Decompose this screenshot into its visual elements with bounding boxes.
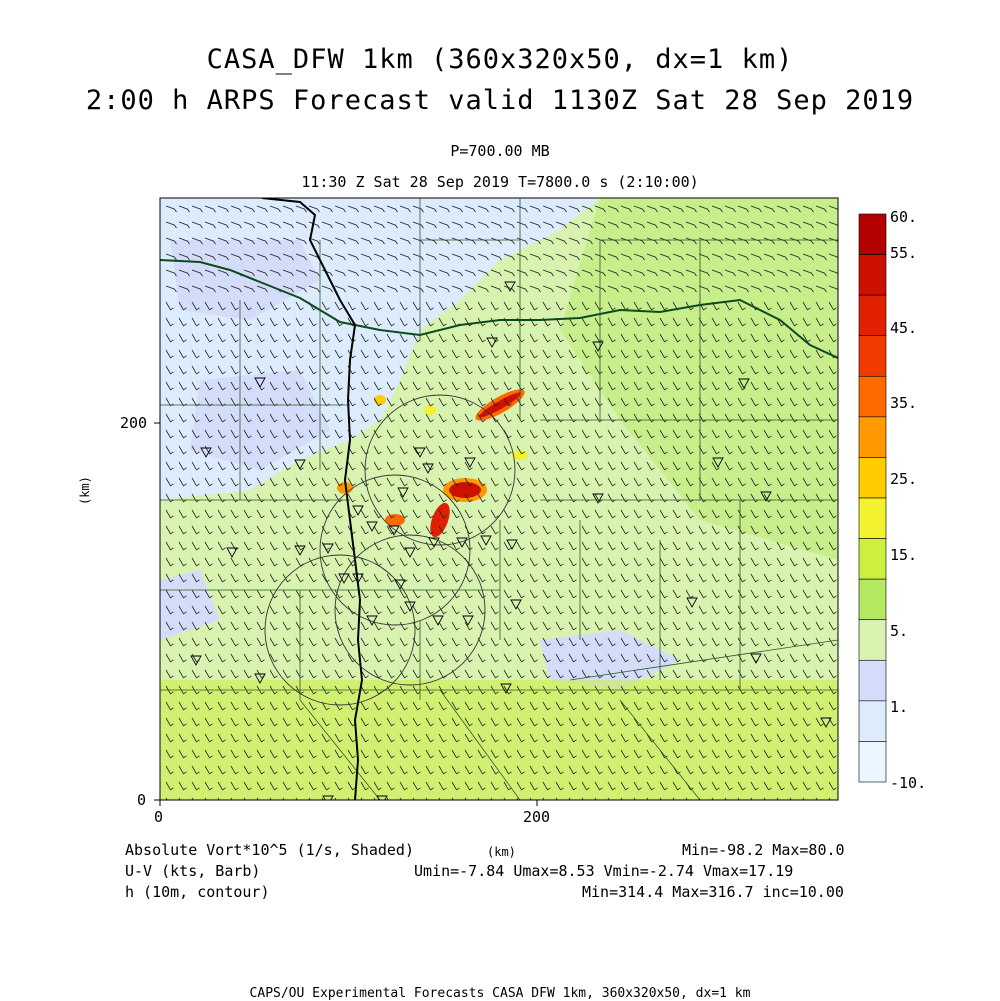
x-tick-0: 0 — [154, 808, 164, 826]
y-tick-0: 0 — [137, 791, 147, 809]
x-axis-unit: (km) — [487, 845, 516, 859]
colorbar-swatch — [859, 701, 886, 742]
colorbar-swatch — [859, 336, 886, 377]
field-vorticity: Absolute Vort*10^5 (1/s, Shaded) — [125, 841, 414, 859]
colorbar-swatch — [859, 376, 886, 417]
colorbar-swatch — [859, 214, 886, 255]
colorbar-label: 15. — [890, 546, 918, 564]
title-line-1: CASA_DFW 1km (360x320x50, dx=1 km) — [206, 44, 794, 75]
credit-line: CAPS/OU Experimental Forecasts CASA DFW 1km, 360x320x50, dx=1 km — [249, 986, 751, 1001]
pressure-level: P=700.00 MB — [450, 142, 550, 160]
y-axis-unit: (km) — [78, 476, 92, 505]
colorbar-swatch — [859, 295, 886, 336]
colorbar-swatch — [859, 660, 886, 701]
stats-wind: Umin=-7.84 Umax=8.53 Vmin=-2.74 Vmax=17.19 — [414, 862, 794, 880]
colorbar — [859, 214, 886, 782]
colorbar-label: 35. — [890, 394, 918, 412]
colorbar-swatch — [859, 498, 886, 539]
colorbar-label: 1. — [890, 698, 909, 716]
time-info: 11:30 Z Sat 28 Sep 2019 T=7800.0 s (2:10:00) — [301, 173, 699, 191]
colorbar-swatch — [859, 417, 886, 458]
colorbar-swatch — [859, 457, 886, 498]
colorbar-label: 45. — [890, 319, 918, 337]
moderate-vorticity-region — [160, 680, 838, 800]
stats-vorticity: Min=-98.2 Max=80.0 — [682, 841, 845, 859]
title-line-2: 2:00 h ARPS Forecast valid 1130Z Sat 28 Sep 2019 — [85, 85, 915, 116]
colorbar-label: 5. — [890, 622, 909, 640]
colorbar-label: 60. — [890, 208, 918, 226]
colorbar-label: -10. — [890, 774, 927, 792]
colorbar-swatch — [859, 741, 886, 782]
field-wind: U-V (kts, Barb) — [125, 862, 261, 880]
colorbar-swatch — [859, 255, 886, 296]
field-height: h (10m, contour) — [125, 883, 270, 901]
colorbar-swatch — [859, 620, 886, 661]
colorbar-swatch — [859, 539, 886, 580]
colorbar-label: 25. — [890, 470, 918, 488]
colorbar-label: 55. — [890, 244, 918, 262]
x-tick-200: 200 — [523, 808, 551, 826]
y-tick-200: 200 — [120, 414, 148, 432]
stats-height: Min=314.4 Max=316.7 inc=10.00 — [582, 883, 844, 901]
colorbar-swatch — [859, 579, 886, 620]
